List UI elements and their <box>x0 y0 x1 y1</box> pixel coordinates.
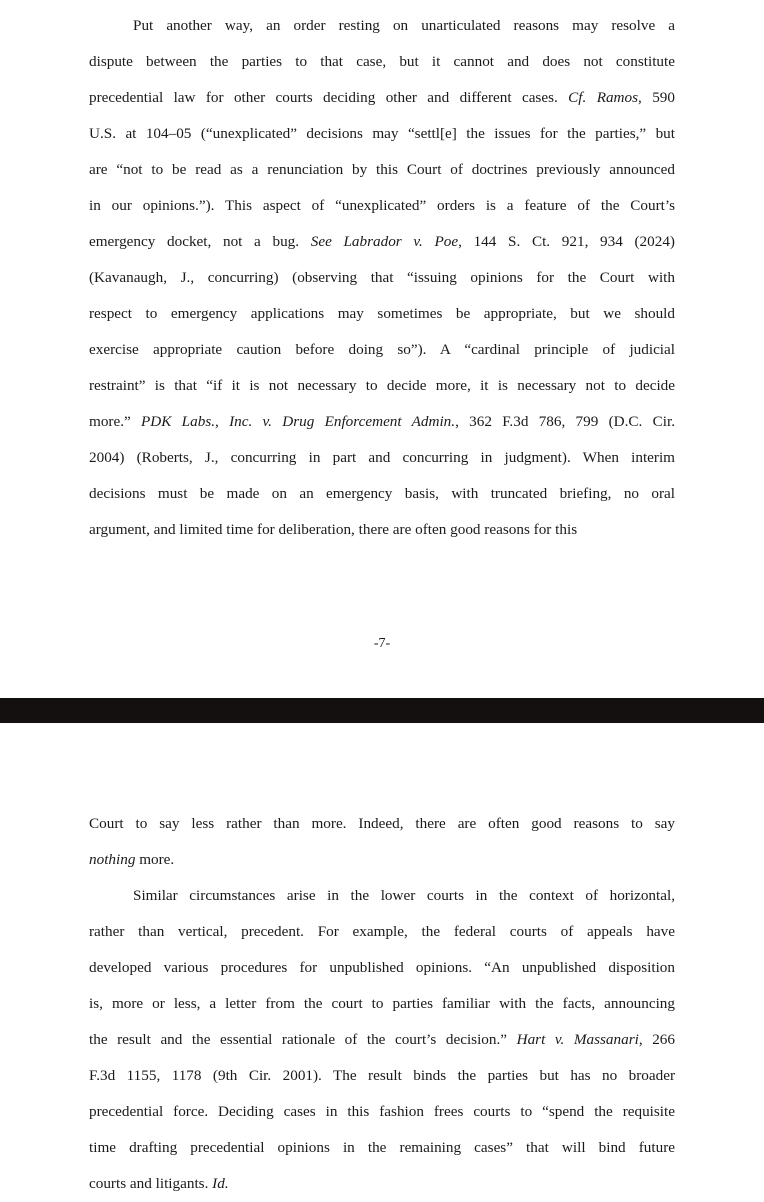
paragraph-say-less <box>89 806 675 878</box>
text-line: in our opinions.”). This aspect of “unexplicated” orders is a feature of the Court’s <box>89 197 675 214</box>
text-line: developed various procedures for unpublished opinions. “An unpublished disposition <box>89 959 675 976</box>
text-line: respect to emergency applications may sometimes be appropriate, but we should <box>89 305 675 322</box>
text-line: argument, and limited time for deliberation, there are often good reasons for this <box>89 521 578 538</box>
document-page-8 <box>0 723 764 1199</box>
text-line: exercise appropriate caution before doing so”). A “cardinal principle of judicial <box>89 341 675 358</box>
text-line: is, more or less, a letter from the court to parties familiar with the facts, announcing <box>89 995 675 1012</box>
text-line: precedential law for other courts deciding other and different cases. Cf. Ramos, 590 <box>89 89 675 106</box>
text-line: time drafting precedential opinions in the remaining cases” that will bind future <box>89 1139 675 1156</box>
text-line: more.” PDK Labs., Inc. v. Drug Enforcement Admin., 362 F.3d 786, 799 (D.C. Cir. <box>89 413 675 430</box>
text-line: decisions must be made on an emergency basis, with truncated briefing, no oral <box>89 485 675 502</box>
text-line: U.S. at 104–05 (“unexplicated” decisions may “settl[e] the issues for the parties,” but <box>89 125 675 142</box>
text-line: are “not to be read as a renunciation by this Court of doctrines previously announced <box>89 161 675 178</box>
text-line: courts and litigants. Id. <box>89 1175 229 1192</box>
italic-citation: nothing <box>89 851 136 868</box>
text-line: F.3d 1155, 1178 (9th Cir. 2001). The result binds the parties but has no broader <box>89 1067 675 1084</box>
italic-citation: Cf. Ramos <box>568 89 639 106</box>
paragraph-emergency-docket <box>89 8 675 548</box>
text-line: Court to say less rather than more. Indeed, there are often good reasons to say <box>89 815 675 832</box>
paragraph-horizontal-precedent <box>89 878 675 1202</box>
text-line: rather than vertical, precedent. For example, the federal courts of appeals have <box>89 923 675 940</box>
text-line: dispute between the parties to that case, but it cannot and does not constitute <box>89 53 675 70</box>
text-line: Similar circumstances arise in the lower courts in the context of horizontal, <box>133 887 675 904</box>
italic-citation: Id. <box>212 1175 229 1192</box>
italic-citation: See Labrador v. Poe <box>310 233 459 250</box>
italic-citation: Hart v. Massanari <box>516 1031 639 1048</box>
text-line: Put another way, an order resting on unarticulated reasons may resolve a <box>133 17 675 34</box>
text-line: nothing more. <box>89 851 175 868</box>
text-line: the result and the essential rationale of the court’s decision.” Hart v. Massanari, 266 <box>89 1031 675 1048</box>
text-line: restraint” is that “if it is not necessary to decide more, it is necessary not to decide <box>89 377 675 394</box>
text-line: (Kavanaugh, J., concurring) (observing that “issuing opinions for the Court with <box>89 269 675 286</box>
page-number: -7- <box>373 636 391 651</box>
text-line: 2004) (Roberts, J., concurring in part and concurring in judgment). When interim <box>89 449 675 466</box>
italic-citation: PDK Labs., Inc. v. Drug Enforcement Admin. <box>141 413 456 430</box>
text-line: precedential force. Deciding cases in this fashion frees courts to “spend the requisite <box>89 1103 675 1120</box>
text-line: emergency docket, not a bug. See Labrador v. Poe, 144 S. Ct. 921, 934 (2024) <box>89 233 675 250</box>
page-break-divider <box>0 698 764 723</box>
